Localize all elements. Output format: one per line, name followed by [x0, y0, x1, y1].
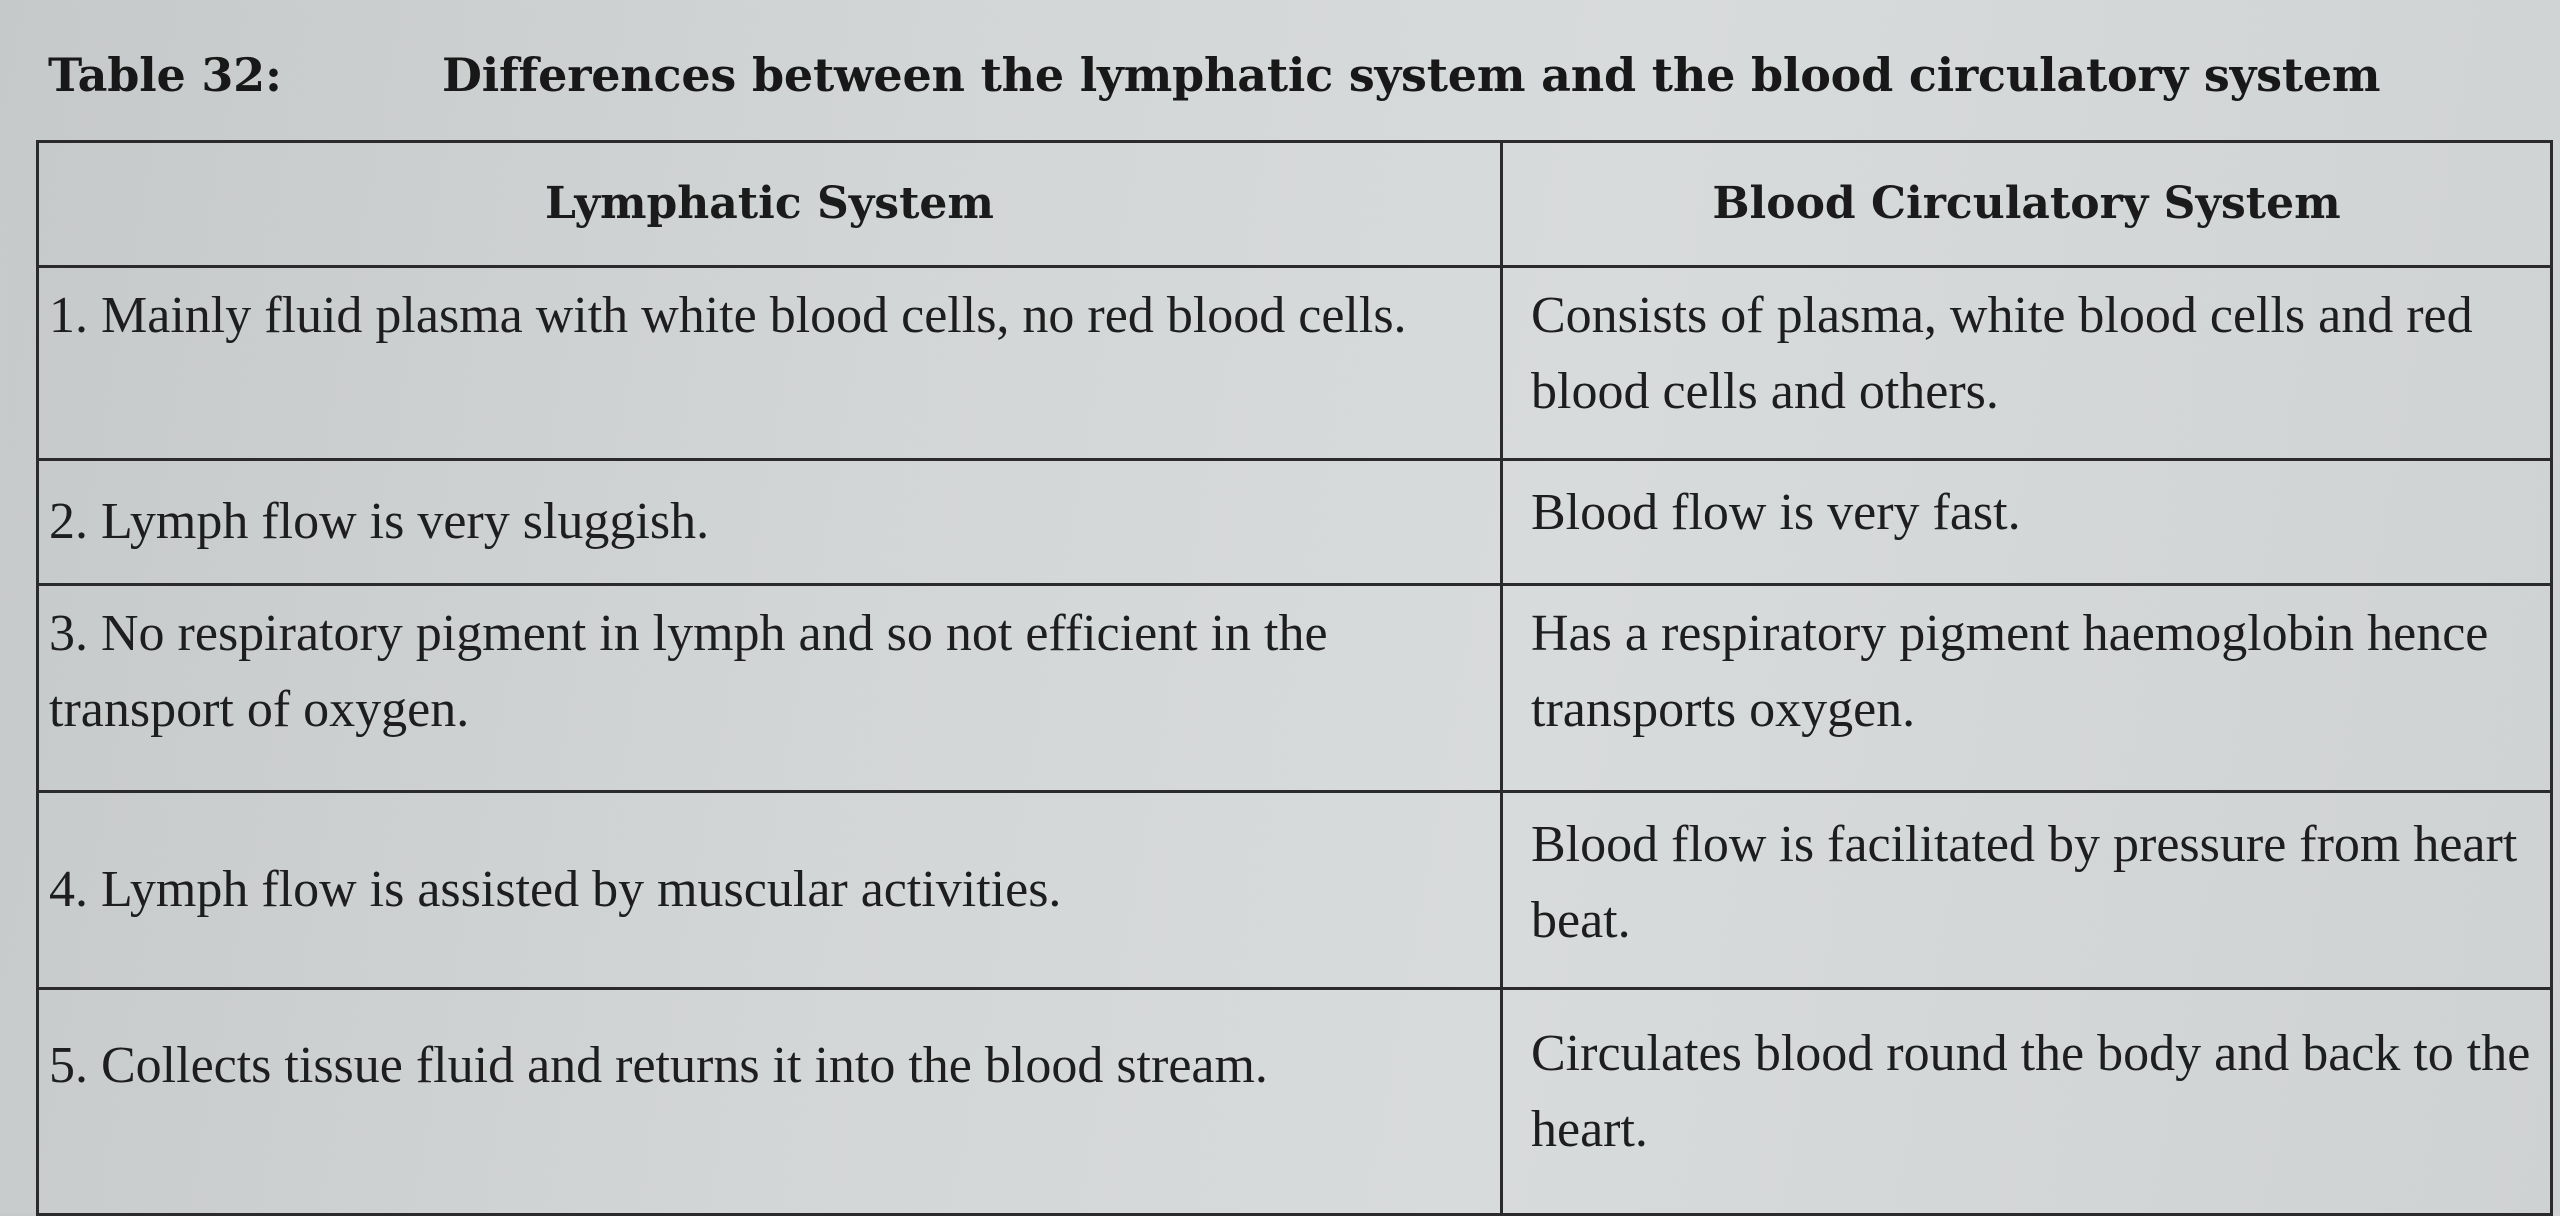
header-lymphatic: Lymphatic System [38, 142, 1502, 267]
comparison-table [36, 140, 2553, 1216]
cell-lymphatic: 4. Lymph flow is assisted by muscular activities. [38, 792, 1502, 989]
table-caption [48, 40, 2520, 110]
cell-lymphatic: 1. Mainly fluid plasma with white blood cells, no red blood cells. [38, 267, 1502, 460]
cell-blood: Circulates blood round the body and back to the heart. [1502, 989, 2552, 1215]
cell-blood: Blood flow is facilitated by pressure from heart beat. [1502, 792, 2552, 989]
cell-lymphatic: 5. Collects tissue fluid and returns it into the blood stream. [38, 989, 1502, 1215]
table-row [38, 585, 2552, 792]
table-title: Differences between the lymphatic system and the blood circulatory system [442, 48, 2381, 102]
table-row [38, 792, 2552, 989]
table-number: Table 32: [48, 48, 282, 102]
cell-lymphatic: 3. No respiratory pigment in lymph and so not efficient in the transport of oxygen. [38, 585, 1502, 792]
table-row [38, 267, 2552, 460]
cell-blood: Consists of plasma, white blood cells and red blood cells and others. [1502, 267, 2552, 460]
cell-blood: Has a respiratory pigment haemoglobin hence transports oxygen. [1502, 585, 2552, 792]
table-row [38, 989, 2552, 1215]
cell-lymphatic: 2. Lymph flow is very sluggish. [38, 460, 1502, 585]
table-header-row [38, 142, 2552, 267]
table-row [38, 460, 2552, 585]
cell-blood: Blood flow is very fast. [1502, 460, 2552, 585]
header-blood: Blood Circulatory System [1502, 142, 2552, 267]
